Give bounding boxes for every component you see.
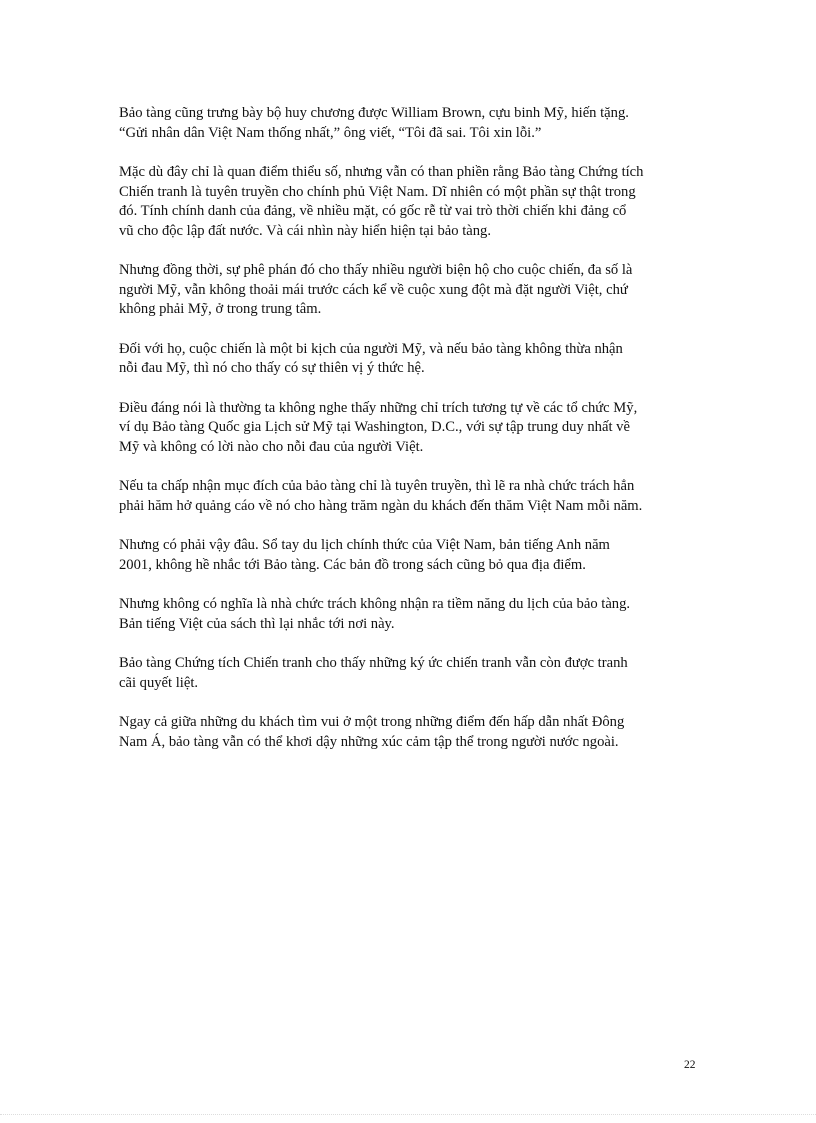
paragraph-6: Nếu ta chấp nhận mục đích của bảo tàng chỉ là tuyên truyền, thì lẽ ra nhà chức trách hẳn phải hăm hở quảng cáo về nó cho hàng trăm ngàn du khách đến thăm Việt Nam mỗi năm. (119, 478, 643, 514)
body-text (119, 104, 694, 772)
page-bottom-divider (0, 1114, 816, 1115)
paragraph-3: Nhưng đồng thời, sự phê phán đó cho thấy nhiều người biện hộ cho cuộc chiến, đa số là người Mỹ, vẫn không thoải mái trước cách kể về cuộc xung đột mà đặt người Việt, chứ không phải Mỹ, ở trong trung tâm. (119, 262, 633, 317)
paragraph-1: Bảo tàng cũng trưng bày bộ huy chương được William Brown, cựu binh Mỹ, hiến tặng. “Gửi nhân dân Việt Nam thống nhất,” ông viết, “Tôi đã sai. Tôi xin lỗi.” (119, 105, 629, 141)
paragraph-9: Bảo tàng Chứng tích Chiến tranh cho thấy những ký ức chiến tranh vẫn còn được tranh cãi quyết liệt. (119, 655, 628, 691)
page-number: 22 (684, 1059, 696, 1071)
paragraph-2: Mặc dù đây chỉ là quan điểm thiểu số, nhưng vẫn có than phiền rằng Bảo tàng Chứng tích Chiến tranh là tuyên truyền cho chính phủ Việt Nam. Dĩ nhiên có một phần sự thật trong đó. Tính chính danh của đảng, về nhiều mặt, có gốc rễ từ vai trò thời chiến khi đảng cổ vũ cho độc lập đất nước. Và cái nhìn này hiển hiện tại bảo tàng. (119, 164, 644, 239)
paragraph-7: Nhưng có phải vậy đâu. Sổ tay du lịch chính thức của Việt Nam, bản tiếng Anh năm 2001, không hề nhắc tới Bảo tàng. Các bản đồ trong sách cũng bỏ qua địa điểm. (119, 537, 610, 573)
paragraph-8: Nhưng không có nghĩa là nhà chức trách không nhận ra tiềm năng du lịch của bảo tàng. Bản tiếng Việt của sách thì lại nhắc tới nơi này. (119, 596, 631, 632)
paragraph-5: Điều đáng nói là thường ta không nghe thấy những chỉ trích tương tự về các tổ chức Mỹ, ví dụ Bảo tàng Quốc gia Lịch sử Mỹ tại Washington, D.C., với sự tập trung duy nhất về Mỹ và không có lời nào cho nỗi đau của người Việt. (119, 399, 638, 455)
paragraph-10: Ngay cả giữa những du khách tìm vui ở một trong những điểm đến hấp dẫn nhất Đông Nam Á, bảo tàng vẫn có thể khơi dậy những xúc cảm tập thể trong người nước ngoài. (119, 714, 625, 750)
paragraph-4: Đối với họ, cuộc chiến là một bi kịch của người Mỹ, và nếu bảo tàng không thừa nhận nỗi đau Mỹ, thì nó cho thấy có sự thiên vị ý thức hệ. (119, 340, 623, 376)
